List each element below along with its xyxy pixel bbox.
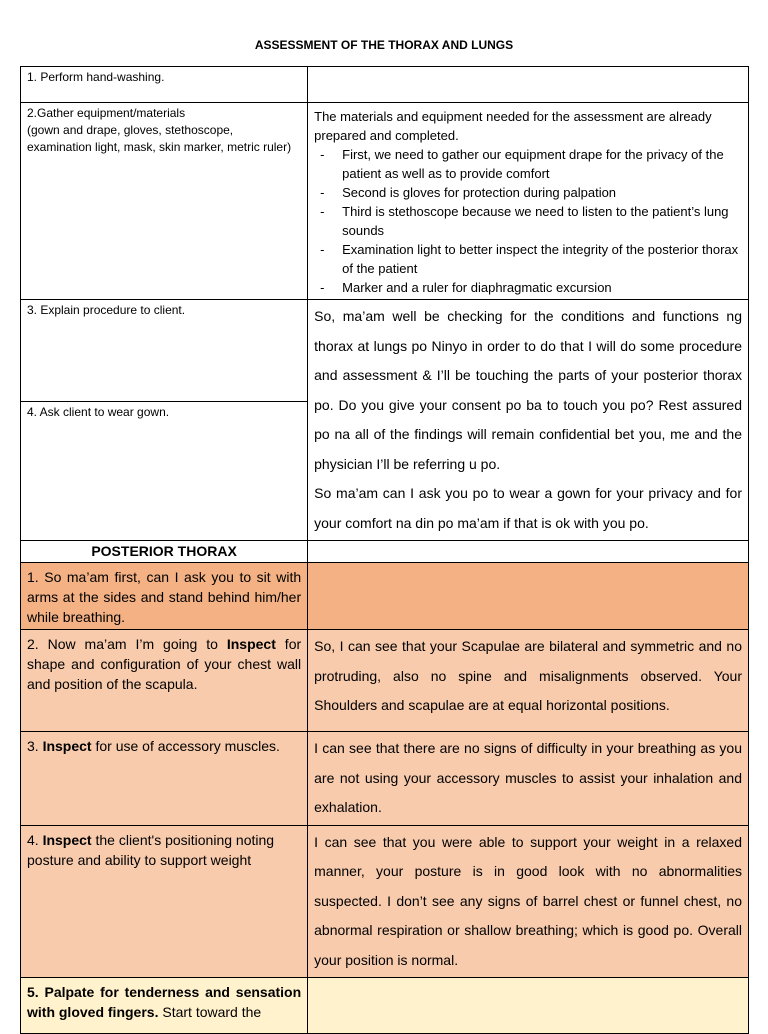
empty-cell [308, 978, 749, 1034]
inspect-keyword: Inspect [42, 831, 92, 848]
table-row [21, 300, 749, 402]
posterior-step-4-cell [21, 825, 308, 978]
table-row [21, 67, 749, 103]
step-gather-equipment-cell: 2.Gather equipment/materials (gown and drape, gloves, stethoscope, examination light, mask, skin marker, metric ruler) [21, 103, 308, 300]
step-wear-gown-cell: 4. Ask client to wear gown. [21, 402, 308, 541]
section-header-posterior-thorax: POSTERIOR THORAX [21, 541, 308, 563]
posterior-step-3-cell [21, 732, 308, 826]
equipment-description-cell [308, 103, 749, 300]
table-row [21, 732, 749, 826]
inspect-keyword: Inspect [42, 738, 92, 754]
list-item: - Third is stethoscope because we need to listen to the patient’s lung sounds [342, 202, 742, 240]
equipment-intro: The materials and equipment needed for the assessment are already prepared and completed. [314, 109, 712, 143]
step-3-prefix: 3. [27, 738, 43, 754]
step-explain-procedure-cell: 3. Explain procedure to client. [21, 300, 308, 402]
gown-paragraph: So ma’am can I ask you po to wear a gown for your privacy and for your comfort na din po ma’am if that is ok with you po. [314, 485, 742, 531]
table-row [21, 630, 749, 732]
equipment-list [314, 145, 742, 297]
list-item: - Examination light to better inspect the integrity of the posterior thorax of the patient [342, 240, 742, 278]
empty-cell [308, 67, 749, 103]
posterior-step-5-cell [21, 978, 308, 1034]
step-3-finding-cell: I can see that there are no signs of difficulty in your breathing as you are not using your accessory muscles to assist your inhalation and exhalation. [308, 732, 749, 826]
explain-procedure-script-cell [308, 300, 749, 541]
list-item: - First, we need to gather our equipment drape for the privacy of the patient as well as to provide comfort [342, 145, 742, 183]
palpate-instruction: 5. Palpate for tenderness and sensation with gloved fingers. [27, 984, 302, 1020]
posterior-step-2-cell [21, 630, 308, 732]
step-handwashing-cell: 1. Perform hand-washing. [21, 67, 308, 103]
step-2-prefix: 2. Now ma’am I’m going to [27, 636, 227, 652]
posterior-step-1-cell: 1. So ma’am first, can I ask you to sit with arms at the sides and stand behind him/her while breathing. [21, 563, 308, 630]
step-2-suffix: for shape and configuration of your chest wall and position of the scapula. [27, 636, 302, 692]
list-item: - Second is gloves for protection during palpation [342, 183, 742, 202]
step-4-prefix: 4. [27, 831, 43, 848]
document-title: ASSESSMENT OF THE THORAX AND LUNGS [254, 38, 514, 52]
list-item: - Marker and a ruler for diaphragmatic excursion [342, 278, 742, 297]
table-row [21, 541, 749, 563]
table-row [21, 563, 749, 630]
step-4-suffix: the client's positioning noting posture and ability to support weight [27, 831, 275, 868]
table-row [21, 103, 749, 300]
step-2-finding-cell: So, I can see that your Scapulae are bilateral and symmetric and no protruding, also no spine and misalignments observed. Your Shoulders and scapulae are at equal horizontal positions. [308, 630, 749, 732]
assessment-table [20, 66, 749, 1034]
step-5-suffix: Start toward the [158, 1004, 262, 1020]
step-4-finding-cell: I can see that you were able to support your weight in a relaxed manner, your posture is in good look with no abnormalities suspected. I don’t see any signs of barrel chest or funnel chest, no abnormal respiration or shallow breathing; which is good po. Overall your position is normal. [308, 825, 749, 978]
table-row [21, 978, 749, 1034]
step-3-suffix: for use of accessory muscles. [91, 738, 280, 754]
inspect-keyword: Inspect [226, 636, 276, 652]
explain-paragraph: So, ma’am well be checking for the conditions and functions ng thorax at lungs po Ninyo in order to do that I will do some procedure and assessment & I’ll be touching the parts of your posterior thorax po. Do you give your consent po ba to touch you po? Rest assured po na all of the findings will remain confidential bet you, me and the physician I’ll be referring u po. [314, 308, 742, 472]
empty-cell [308, 563, 749, 630]
empty-cell [308, 541, 749, 563]
table-row [21, 825, 749, 978]
